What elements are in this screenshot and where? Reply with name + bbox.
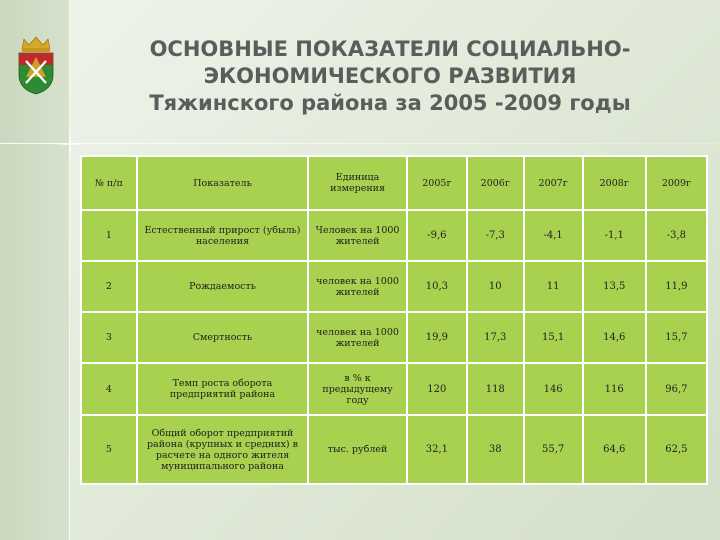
header-2005: 2005г (407, 156, 467, 210)
header-indicator: Показатель (137, 156, 309, 210)
title-line-1: ОСНОВНЫЕ ПОКАЗАТЕЛИ СОЦИАЛЬНО- (149, 37, 631, 61)
row-number: 4 (81, 363, 137, 415)
header-2008: 2008г (583, 156, 646, 210)
value-2008: 13,5 (583, 261, 646, 312)
row-unit: человек на 1000 жителей (308, 312, 407, 363)
table-row (81, 415, 707, 484)
horizontal-rule (0, 143, 720, 144)
row-unit: тыс. рублей (308, 415, 407, 484)
table-header-row (81, 156, 707, 210)
title-line-3: Тяжинского района за 2005 -2009 годы (149, 91, 631, 115)
coat-of-arms-icon (14, 35, 58, 95)
header-unit: Единица измерения (308, 156, 407, 210)
value-2007: 15,1 (524, 312, 583, 363)
value-2008: 64,6 (583, 415, 646, 484)
value-2006: 17,3 (467, 312, 524, 363)
row-unit: Человек на 1000 жителей (308, 210, 407, 261)
value-2005: 32,1 (407, 415, 467, 484)
value-2006: -7,3 (467, 210, 524, 261)
page-title (100, 36, 680, 117)
row-indicator: Смертность (137, 312, 309, 363)
row-number: 2 (81, 261, 137, 312)
value-2007: 55,7 (524, 415, 583, 484)
value-2008: 14,6 (583, 312, 646, 363)
value-2007: 146 (524, 363, 583, 415)
value-2005: -9,6 (407, 210, 467, 261)
table-row (81, 261, 707, 312)
indicators-table (80, 155, 708, 485)
title-line-2: ЭКОНОМИЧЕСКОГО РАЗВИТИЯ (203, 64, 577, 88)
value-2009: 62,5 (646, 415, 707, 484)
header-2007: 2007г (524, 156, 583, 210)
value-2006: 10 (467, 261, 524, 312)
table-row (81, 363, 707, 415)
value-2005: 10,3 (407, 261, 467, 312)
value-2009: -3,8 (646, 210, 707, 261)
row-indicator: Темп роста оборота предприятий района (137, 363, 309, 415)
value-2009: 15,7 (646, 312, 707, 363)
row-unit: человек на 1000 жителей (308, 261, 407, 312)
value-2007: 11 (524, 261, 583, 312)
vertical-rule (69, 0, 70, 540)
header-2009: 2009г (646, 156, 707, 210)
table-row (81, 210, 707, 261)
value-2008: -1,1 (583, 210, 646, 261)
row-indicator: Естественный прирост (убыль) населения (137, 210, 309, 261)
header-2006: 2006г (467, 156, 524, 210)
value-2008: 116 (583, 363, 646, 415)
table-row (81, 312, 707, 363)
row-indicator: Общий оборот предприятий района (крупных и средних) в расчете на одного жителя муниципального района (137, 415, 309, 484)
value-2006: 118 (467, 363, 524, 415)
row-unit: в % к предыдущему году (308, 363, 407, 415)
header-number: № п/п (81, 156, 137, 210)
value-2009: 96,7 (646, 363, 707, 415)
value-2006: 38 (467, 415, 524, 484)
row-number: 5 (81, 415, 137, 484)
value-2005: 120 (407, 363, 467, 415)
value-2005: 19,9 (407, 312, 467, 363)
value-2007: -4,1 (524, 210, 583, 261)
row-number: 1 (81, 210, 137, 261)
value-2009: 11,9 (646, 261, 707, 312)
row-indicator: Рождаемость (137, 261, 309, 312)
row-number: 3 (81, 312, 137, 363)
